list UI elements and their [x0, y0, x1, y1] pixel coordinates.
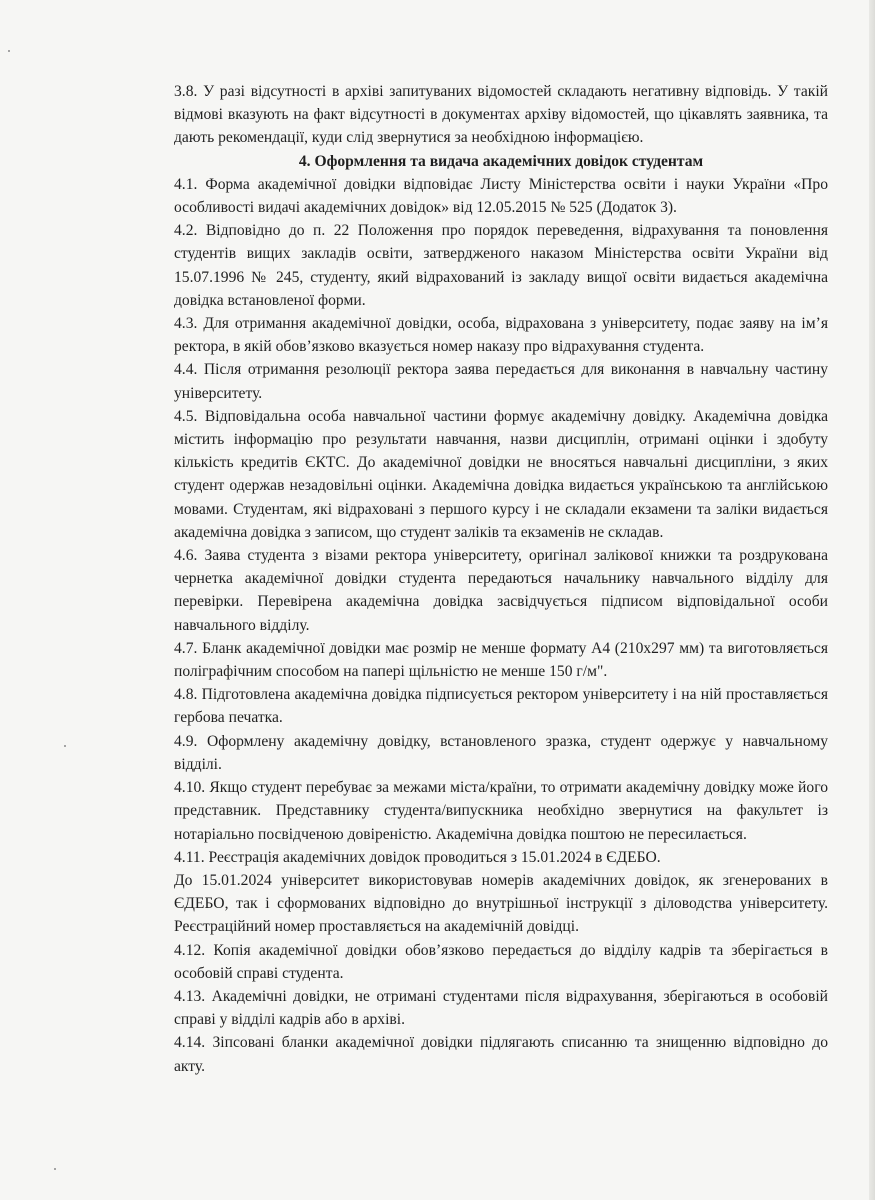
- paragraph-4-1: 4.1. Форма академічної довідки відповідає Листу Міністерства освіти і науки України «Про особливості видачі академічних довідок» від 12.05.2015 № 525 (Додаток 3).: [174, 175, 828, 217]
- paragraph-4-8: 4.8. Підготовлена академічна довідка підписується ректором університету і на ній проставляється гербова печатка.: [174, 686, 828, 727]
- scan-speck: [8, 50, 10, 52]
- paragraph-4-2: 4.2. Відповідно до п. 22 Положення про порядок переведення, відрахування та поновлення студентів вищих закладів освіти, затвердженого наказом Міністерства освіти України від 15.07.1996 № 245, студенту, який відрахований із закладу вищої освіти видається академічна довідка встановленої форми.: [174, 222, 828, 309]
- document-body: [174, 80, 828, 1078]
- scan-speck: [54, 1168, 56, 1170]
- paragraph-4-7: 4.7. Бланк академічної довідки має розмір не менше формату А4 (210х297 мм) та виготовляється поліграфічним способом на папері щільністю не менше 150 г/м".: [174, 639, 828, 681]
- paragraph-4-3: 4.3. Для отримання академічної довідки, особа, відрахована з університету, подає заяву на ім’я ректора, в якій обов’язково вказується номер наказу про відрахування студента.: [174, 315, 828, 356]
- paragraph-4-5: 4.5. Відповідальна особа навчальної частини формує академічну довідку. Академічна довідка містить інформацію про результати навчання, назви дисциплін, отримані оцінки і здобуту кількість кредитів ЄКТС. До академічної довідки не вносяться навчальні дисципліни, з яких студент одержав незадовільні оцінки. Академічна довідка видається українською та англійською мовами. Студентам, які відраховані з першого курсу і не складали екзамени та заліки видається академічна довідка з записом, що студент заліків та екзаменів не складав.: [174, 407, 828, 541]
- paragraph-4-10: 4.10. Якщо студент перебуває за межами міста/країни, то отримати академічну довідку може його представник. Представнику студента/випускника необхідно звернутися на факультет із нотаріально посвідченою довіреністю. Академічна довідка поштою не пересилається.: [174, 779, 828, 843]
- paragraph-4-14: 4.14. Зіпсовані бланки академічної довідки підлягають списанню та знищенню відповідно до акту.: [174, 1034, 828, 1075]
- paragraph-4-12: 4.12. Копія академічної довідки обов’язково передається до відділу кадрів та зберігається в особовій справі студента.: [174, 941, 828, 982]
- paragraph-4-4: 4.4. Після отримання резолюції ректора заява передається для виконання в навчальну частину університету.: [174, 361, 828, 402]
- section-4-heading: 4. Оформлення та видача академічних довідок студентам: [298, 152, 704, 170]
- paragraph-4-13: 4.13. Академічні довідки, не отримані студентами після відрахування, зберігаються в особовій справі у відділі кадрів або в архіві.: [174, 987, 828, 1029]
- page-edge-shadow: [869, 0, 875, 1200]
- paragraph-4-11-continued: До 15.01.2024 університет використовував номерів академічних довідок, як згенерованих в ЄДЕБО, так і сформованих відповідно до внутрішньої інструкції з діловодства університету. Реєстраційний номер проставляється на академічній довідці.: [174, 871, 828, 936]
- paragraph-4-6: 4.6. Заява студента з візами ректора університету, оригінал залікової книжки та роздрукована чернетка академічної довідки студента передаються начальнику навчального відділу для перевірки. Перевірена академічна довідка засвідчується підписом відповідальної особи навчального відділу.: [174, 547, 828, 634]
- paragraph-4-11: 4.11. Реєстрація академічних довідок проводиться з 15.01.2024 в ЄДЕБО.: [174, 848, 661, 866]
- scan-speck: [64, 745, 66, 747]
- paragraph-3-8: 3.8. У разі відсутності в архіві запитуваних відомостей складають негативну відповідь. У такій відмові вказують на факт відсутності в документах архіву відомостей, що цікавлять заявника, та дають рекомендації, куди слід звернутися за необхідною інформацією.: [174, 83, 828, 147]
- paragraph-4-9: 4.9. Оформлену академічну довідку, встановленого зразка, студент одержує у навчальному відділі.: [174, 732, 828, 773]
